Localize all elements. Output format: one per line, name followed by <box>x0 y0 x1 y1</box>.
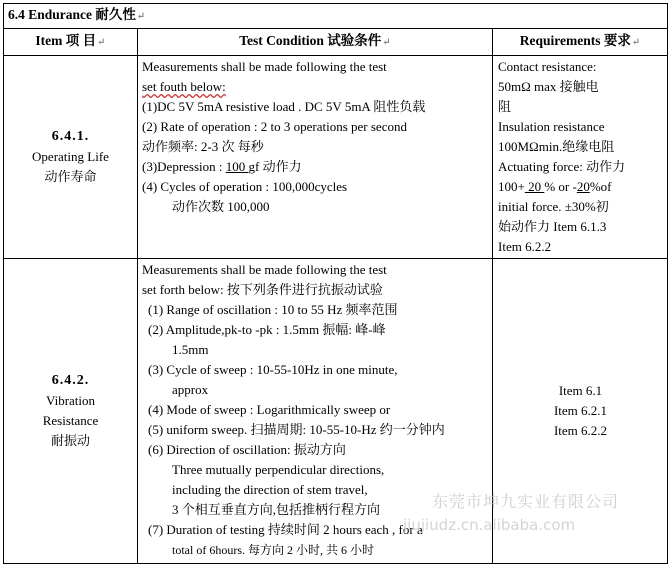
watermark-company: 东莞市坤九实业有限公司 <box>432 492 620 511</box>
header-requirements: Requirements 要求↵ <box>493 29 668 56</box>
condition-line: (6) Direction of oscillation: 振动方向 <box>148 442 346 457</box>
condition-line: including the direction of stem travel, <box>172 482 368 497</box>
condition-line: (4) Cycles of operation : 100,000cycles <box>142 179 348 194</box>
section-title: 6.4 Endurance 耐久性↵ <box>4 4 668 29</box>
condition-line: set forth below: 按下列条件进行抗振动试验 <box>142 282 383 297</box>
requirement-line: Contact resistance: <box>498 59 597 74</box>
requirement-line: Item 6.2.1 <box>553 403 608 418</box>
requirement-line: Item 6.2.2 <box>498 239 552 254</box>
condition-line: (2) Amplitude,pk-to -pk : 1.5mm 振幅: 峰-峰 <box>148 322 386 337</box>
requirement-line: Insulation resistance <box>498 119 605 134</box>
item-cell-operating-life <box>4 56 138 259</box>
item-name-cn: 耐振动 <box>50 433 90 448</box>
condition-line: (3) Cycle of sweep : 10-55-10Hz in one minute, <box>148 362 398 377</box>
condition-line: 动作频率: 2-3 次 每秒 <box>142 139 264 154</box>
endurance-spec-table <box>3 3 668 564</box>
condition-line: set fouth below: <box>142 79 226 94</box>
header-item: Item 项 目↵ <box>4 29 138 56</box>
condition-line: (2) Rate of operation : 2 to 3 operations per second <box>142 119 407 134</box>
requirement-line: 100+ 20 % or -20%of <box>498 179 612 194</box>
item-name: Vibration <box>45 393 96 408</box>
condition-line: (1) Range of oscillation : 10 to 55 Hz 频率范围 <box>148 302 398 317</box>
condition-line: (1)DC 5V 5mA resistive load . DC 5V 5mA 阻性负载 <box>142 99 426 114</box>
condition-line: (4) Mode of sweep : Logarithmically sweep or <box>148 402 391 417</box>
requirements-cell-operating-life <box>493 56 668 259</box>
watermark-url: jiujiudz.cn.alibaba.com <box>403 516 576 534</box>
condition-cell-operating-life <box>138 56 493 259</box>
requirement-line: Item 6.2.2 <box>553 423 608 438</box>
condition-line: (3)Depression : 100 gf 动作力 <box>142 159 302 174</box>
item-name-cn: 动作寿命 <box>44 169 97 184</box>
item-number: 6.4.2. <box>51 373 90 388</box>
header-condition: Test Condition 试验条件↵ <box>138 29 493 56</box>
requirement-line: 始动作力 Item 6.1.3 <box>498 219 607 234</box>
item-name: Operating Life <box>32 149 109 164</box>
requirement-line: initial force. ±30%初 <box>498 199 609 214</box>
requirement-line: 50mΩ max 接触电 <box>498 79 599 94</box>
condition-line: Measurements shall be made following the test <box>142 262 387 277</box>
condition-line: 3 个相互垂直方向,包括推柄行程方向 <box>172 502 381 517</box>
condition-line: total of 6hours. 每方向 2 小时, 共 6 小时 <box>172 543 374 557</box>
condition-line: 动作次数 100,000 <box>172 199 270 214</box>
item-cell-vibration <box>4 259 138 564</box>
condition-line: Measurements shall be made following the test <box>142 59 387 74</box>
condition-line: 1.5mm <box>172 342 209 357</box>
requirement-line: 阻 <box>498 99 512 114</box>
item-number: 6.4.1. <box>51 129 90 144</box>
requirement-line: 100MΩmin.绝缘电阻 <box>498 139 615 154</box>
item-name: Resistance <box>42 413 99 428</box>
condition-line: (7) Duration of testing 持续时间 2 hours each , for a <box>148 522 423 537</box>
requirement-line: Item 6.1 <box>558 383 603 398</box>
condition-line: Three mutually perpendicular directions, <box>172 462 385 477</box>
condition-line: approx <box>172 382 209 397</box>
condition-line: (5) uniform sweep. 扫描周期: 10-55-10-Hz 约一分钟内 <box>148 422 445 437</box>
requirement-line: Actuating force: 动作力 <box>498 159 626 174</box>
